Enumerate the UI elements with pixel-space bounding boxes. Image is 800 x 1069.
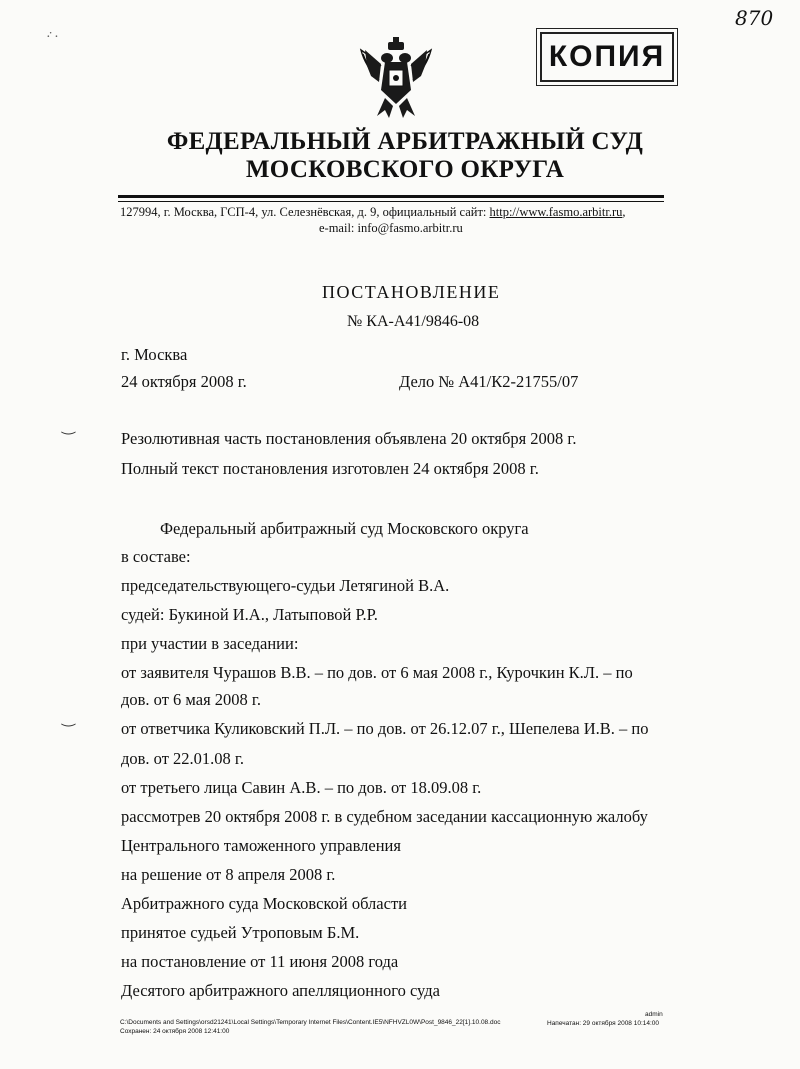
body-line: от третьего лица Савин А.В. – по дов. от 18.09.08 г. [121, 778, 482, 797]
body-line: Арбитражного суда Московской области [121, 894, 407, 913]
footer-printed-date: Напечатан: 29 октября 2008 10:14:00 [547, 1020, 660, 1027]
header-divider-thin [118, 201, 664, 202]
body-line: председательствующего-судьи Летягиной В.А. [121, 576, 450, 595]
address-tail: , [622, 205, 626, 219]
document-title: ПОСТАНОВЛЕНИЕ [322, 282, 501, 302]
copy-stamp: КОПИЯ [540, 32, 674, 82]
body-line: Федеральный арбитражный суд Московского округа [160, 519, 529, 538]
operative-part-line: Резолютивная часть постановления объявлена 20 октября 2008 г. [121, 429, 577, 448]
body-line: дов. от 6 мая 2008 г. [121, 690, 261, 709]
margin-tick: ‿ [62, 710, 75, 727]
footer-saved-date: Сохранен: 24 октября 2008 12:41:00 [120, 1028, 230, 1035]
document-number: № КА-А41/9846-08 [347, 313, 480, 330]
document-date: 24 октября 2008 г. [121, 372, 247, 391]
header-divider-thick [118, 195, 664, 198]
body-line: Десятого арбитражного апелляционного суда [121, 981, 440, 1000]
body-line: на решение от 8 апреля 2008 г. [121, 865, 336, 884]
body-line: при участии в заседании: [121, 634, 299, 653]
court-address [120, 205, 626, 220]
handwritten-mark: 870 [735, 6, 774, 30]
document-city: г. Москва [121, 345, 188, 364]
body-line: от заявителя Чурашов В.В. – по дов. от 6 мая 2008 г., Курочкин К.Л. – по [121, 663, 633, 682]
coat-of-arms-emblem [355, 36, 437, 124]
full-text-line: Полный текст постановления изготовлен 24 октября 2008 г. [121, 459, 539, 478]
body-line: судей: Букиной И.А., Латыповой Р.Р. [121, 605, 378, 624]
body-line: на постановление от 11 июня 2008 года [121, 952, 399, 971]
address-text: 127994, г. Москва, ГСП-4, ул. Селезнёвская, д. 9, официальный сайт: [120, 205, 490, 219]
footer-author: admin [645, 1011, 663, 1018]
body-line: Центрального таможенного управления [121, 836, 401, 855]
body-line: в составе: [121, 547, 191, 566]
court-name-line-2: МОСКОВСКОГО ОКРУГА [245, 156, 565, 183]
body-line: рассмотрев 20 октября 2008 г. в судебном заседании кассационную жалобу [121, 807, 648, 826]
margin-tick: ‿ [62, 418, 75, 435]
body-line: от ответчика Куликовский П.Л. – по дов. от 26.12.07 г., Шепелева И.В. – по [121, 719, 649, 738]
court-email: e-mail: info@fasmo.arbitr.ru [319, 221, 463, 235]
body-line: принятое судьей Утроповым Б.М. [121, 923, 360, 942]
case-number: Дело № А41/К2-21755/07 [399, 372, 579, 391]
court-website-link[interactable]: http://www.fasmo.arbitr.ru [489, 205, 623, 219]
footer-file-path: C:\Documents and Settings\orsd21241\Local Settings\Temporary Internet Files\Content.IE5\NFHVZL0W\Post_9846_22[1].10.08.doc [120, 1019, 501, 1026]
scan-speck: ·̇ · [46, 30, 59, 45]
court-name-line-1: ФЕДЕРАЛЬНЫЙ АРБИТРАЖНЫЙ СУД [166, 128, 644, 155]
body-line: дов. от 22.01.08 г. [121, 749, 244, 768]
